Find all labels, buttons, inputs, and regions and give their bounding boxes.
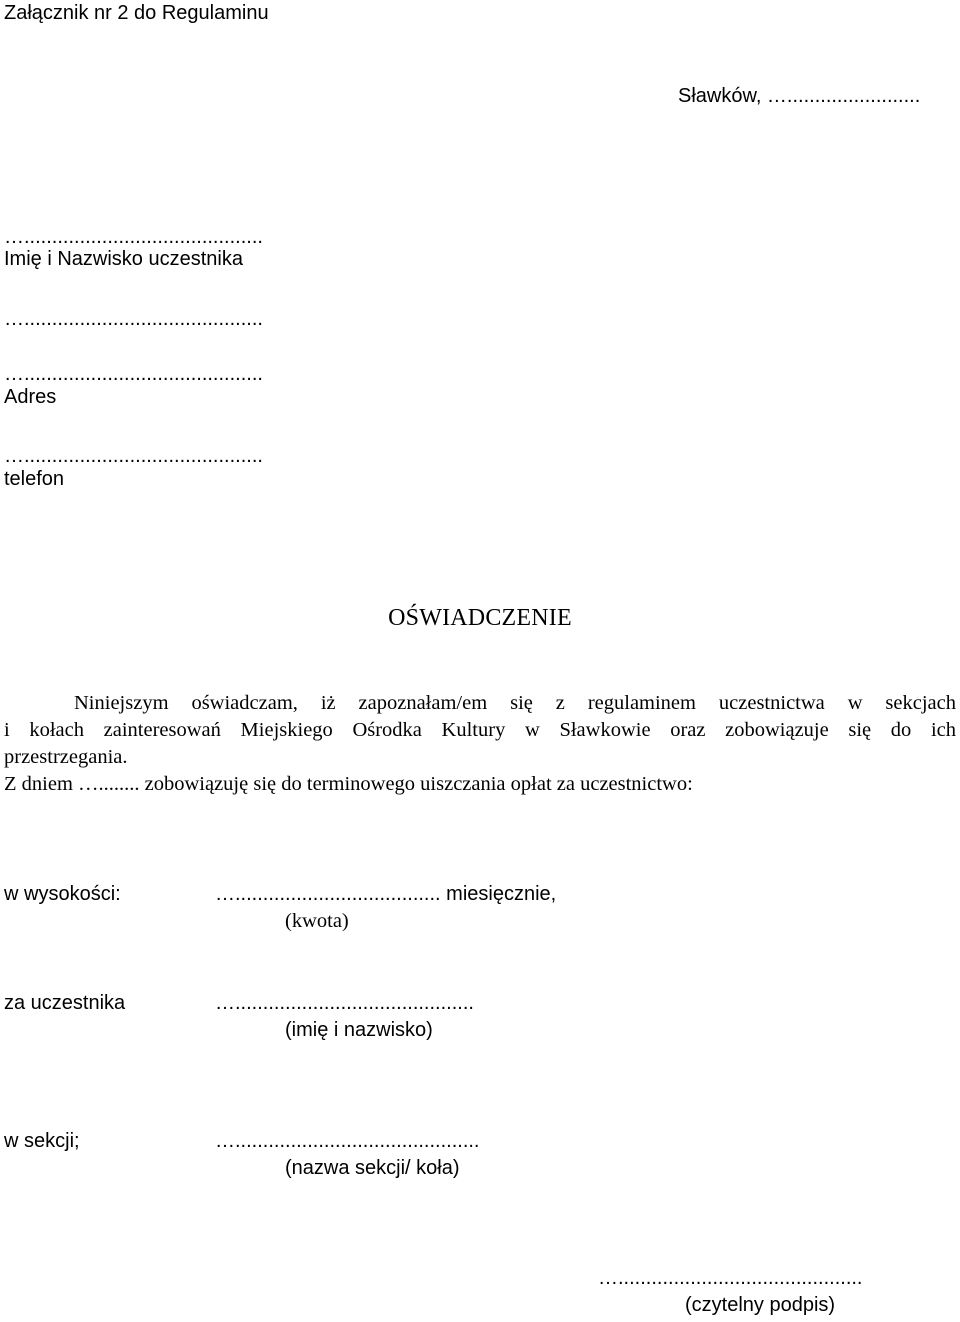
address-label: Adres	[4, 386, 57, 408]
address-dots-1: …...........................................	[4, 308, 263, 330]
statement-line-1: Niniejszym oświadczam, iż zapoznałam/em się z regulaminem uczestnictwa w sekcjach	[74, 692, 956, 714]
document-title: OŚWIADCZENIE	[388, 605, 572, 631]
amount-value: …..................................... miesięcznie,	[215, 883, 557, 905]
place-date-line: Sławków, …........................	[678, 85, 921, 107]
statement-line-3: przestrzegania.	[4, 746, 128, 768]
signature-dots: …............................................	[598, 1267, 863, 1289]
section-value: …............................................	[215, 1130, 480, 1152]
statement-paragraph	[4, 690, 956, 798]
address-dots-2: …...........................................	[4, 363, 263, 385]
amount-label: w wysokości:	[4, 883, 121, 905]
section-label: w sekcji;	[4, 1130, 80, 1152]
participant-label: za uczestnika	[4, 992, 126, 1014]
participant-caption: (imię i nazwisko)	[285, 1019, 433, 1041]
statement-line-2: i kołach zainteresowań Miejskiego Ośrodka Kultury w Sławkowie oraz zobowiązuje się do ich	[4, 719, 956, 741]
phone-dots: …...........................................	[4, 445, 263, 467]
participant-value: …...........................................	[215, 992, 474, 1014]
phone-label: telefon	[4, 468, 65, 490]
name-label: Imię i Nazwisko uczestnika	[4, 248, 243, 270]
signature-caption: (czytelny podpis)	[685, 1294, 836, 1316]
attachment-label: Załącznik nr 2 do Regulaminu	[4, 2, 269, 24]
section-caption: (nazwa sekcji/ koła)	[285, 1157, 460, 1179]
amount-caption: (kwota)	[285, 910, 349, 932]
statement-line-4: Z dniem …........ zobowiązuję się do terminowego uiszczania opłat za uczestnictwo:	[4, 773, 693, 795]
name-dots: …...........................................	[4, 226, 263, 248]
